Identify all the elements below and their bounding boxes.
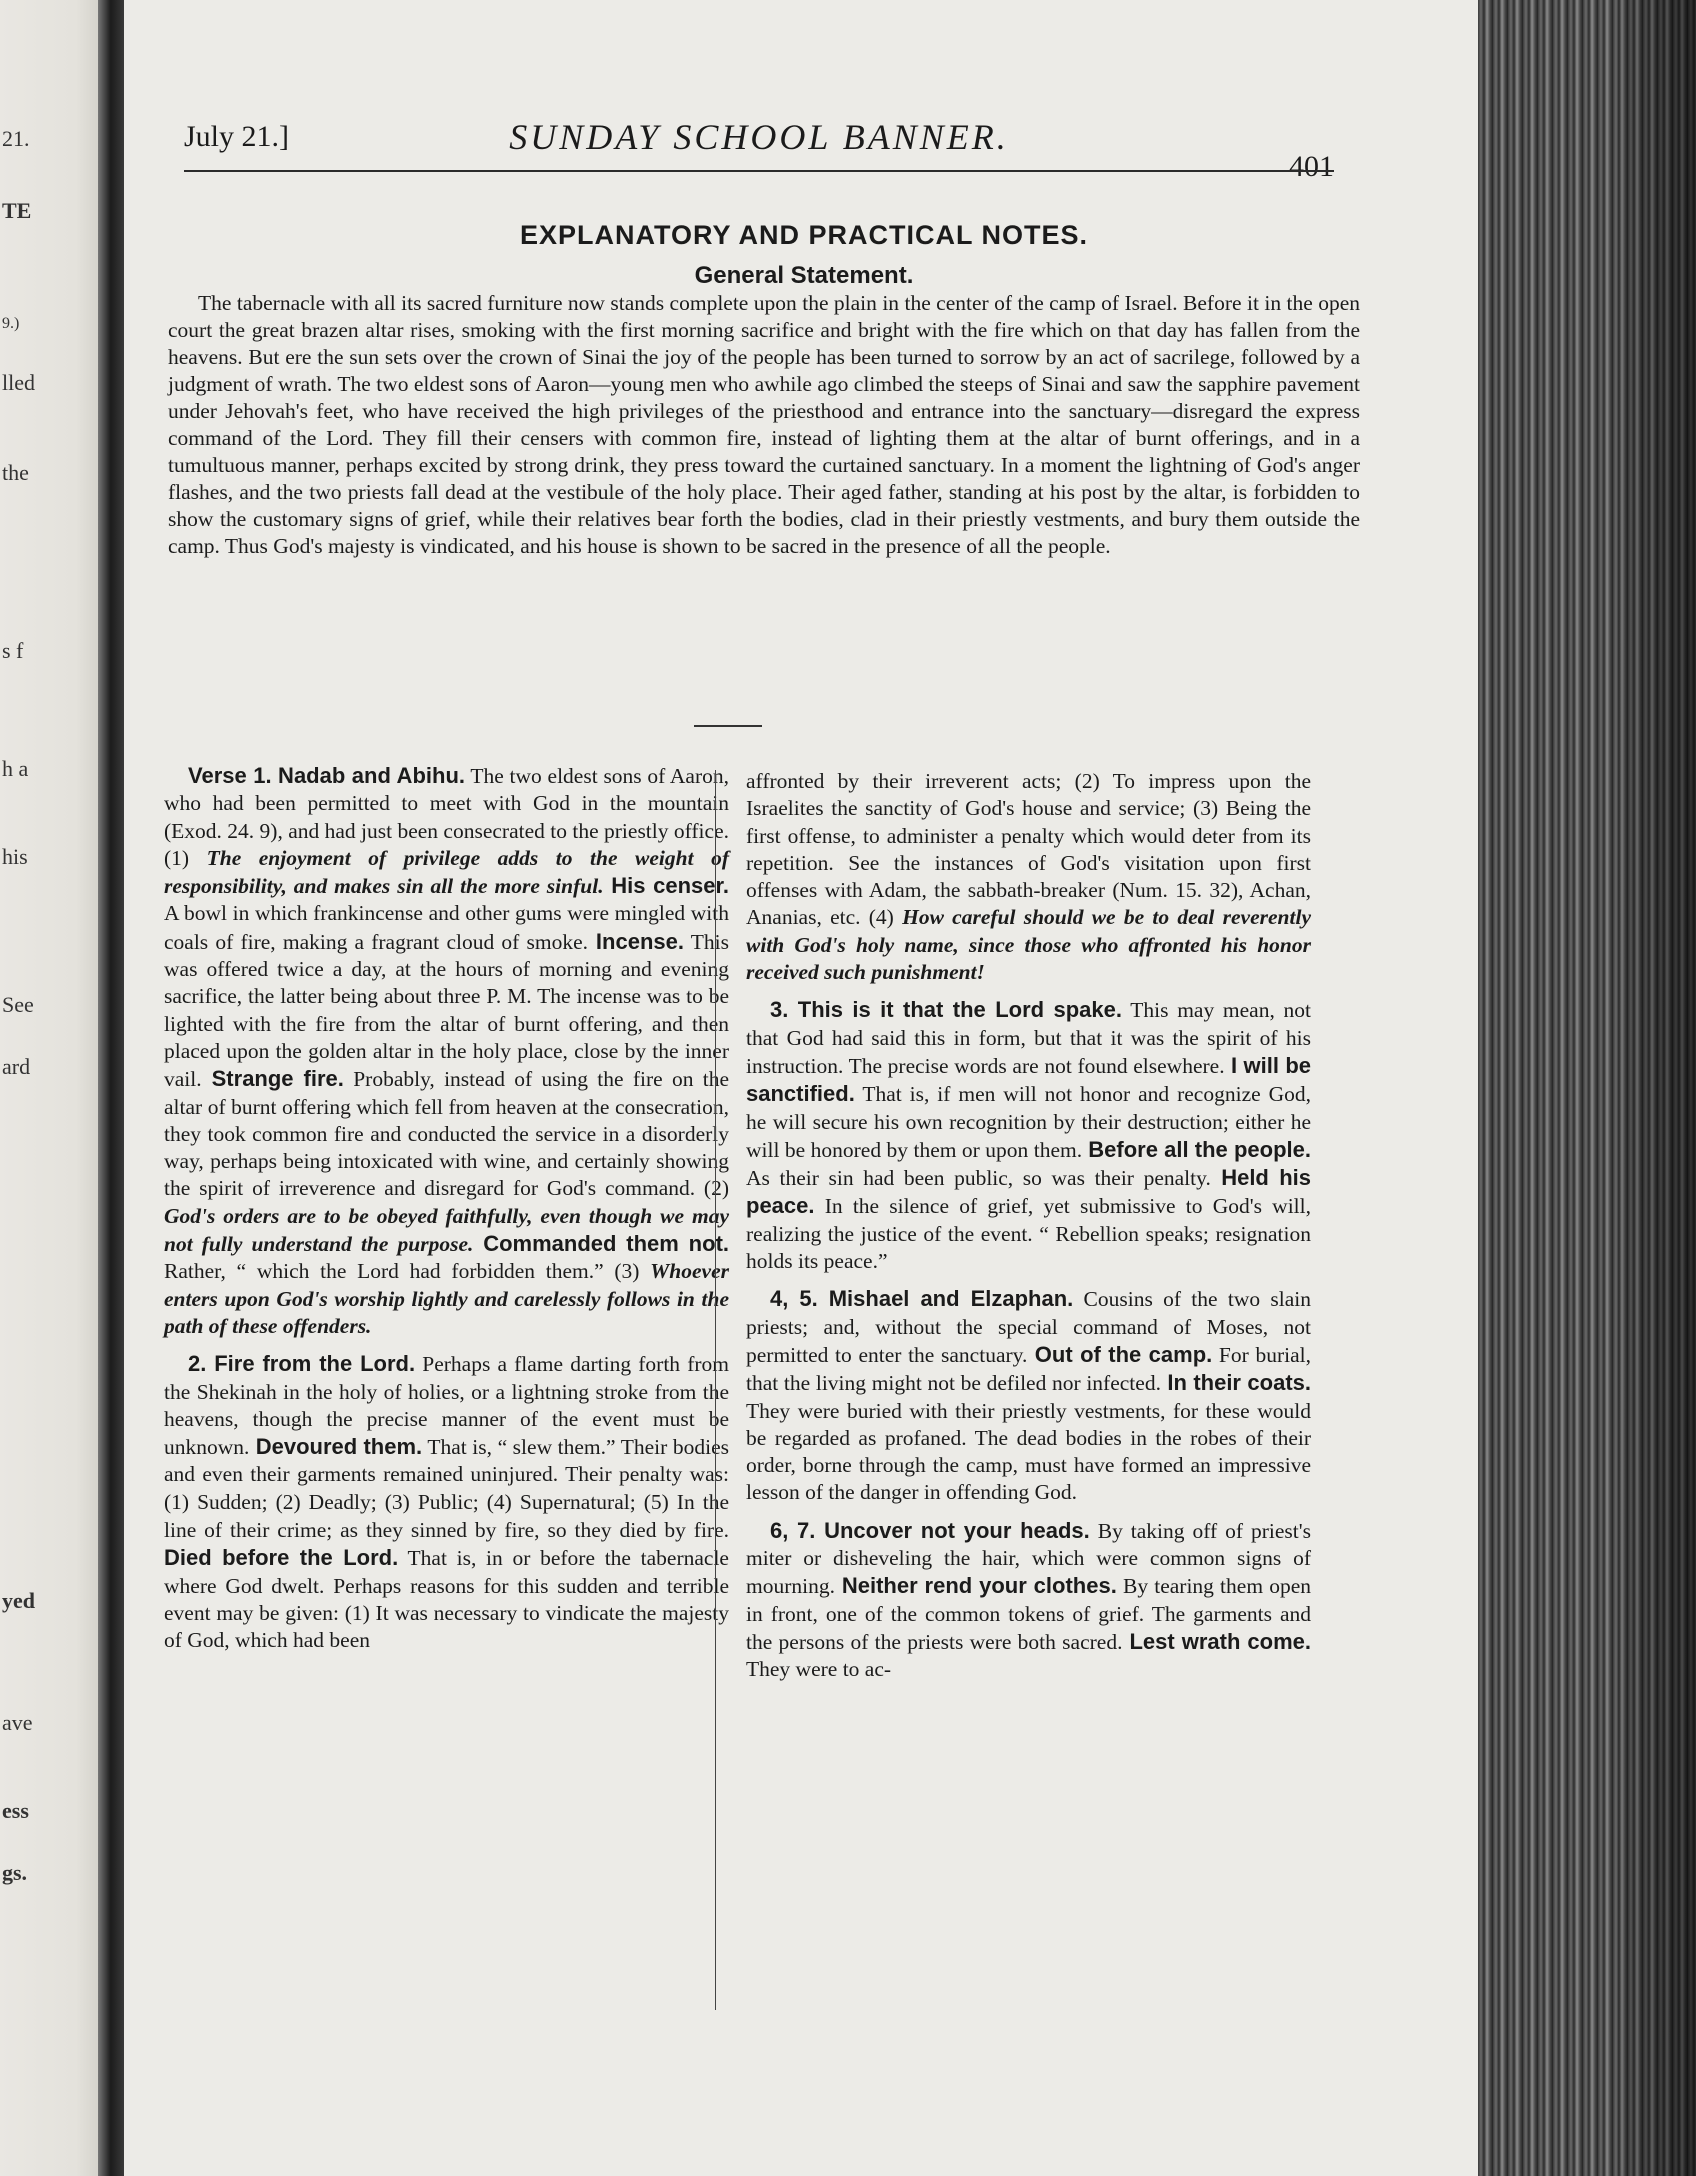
keyword: Incense.: [588, 928, 684, 954]
keyword: Before all the people.: [1082, 1136, 1311, 1162]
note-text: The two eldest sons of Aaron, who had been permitted to meet with God in the mountain (Exod. 24. 9), and had just been consecrated to the priestly office. (1): [164, 764, 730, 870]
general-statement: [168, 290, 1360, 560]
book-page: [124, 0, 1484, 2176]
lesson-text: God's orders are to be obeyed faithfully, even though we may not fully understand the purpose.: [164, 1203, 729, 1257]
keyword: Died before the Lord.: [164, 1545, 399, 1571]
verse-heading: 3. This is it that the Lord spake.: [770, 997, 1122, 1023]
verse-6-7-note: [746, 1517, 1311, 1684]
verse-heading: 6, 7. Uncover not your heads.: [770, 1517, 1090, 1543]
verse-heading: 2. Fire from the Lord.: [188, 1351, 416, 1377]
lesson-text: Whoever enters upon God's worship lightly and carelessly follows in the path of these offenders.: [164, 1259, 729, 1338]
note-text: They were to ac-: [746, 1657, 892, 1682]
note-text: As their sin had been public, so was their penalty.: [746, 1166, 1211, 1191]
verse-2-continued: [746, 768, 1311, 986]
note-text: That is, if men will not honor and recognize God, he will secure his own recognition by their destruction; either he will be honored by them or upon them.: [746, 1082, 1311, 1162]
left-page-text: his: [2, 844, 28, 869]
verse-1-note: [164, 762, 729, 1340]
note-text: For burial, that the living might not be defiled nor infected.: [746, 1342, 1311, 1396]
note-text: affronted by their irreverent acts; (2) To impress upon the Israelites the sanctity of God's house and service; (3) Being the first offense, to administer a penalty which would deter from its repetition. See the instances of God's visitation upon first offenses with Adam, the sabbath-breaker (Num. 15. 32), Achan, Ananias, etc. (4): [746, 769, 1311, 930]
section-heading: EXPLANATORY AND PRACTICAL NOTES.: [519, 220, 1089, 250]
lesson-text: How careful should we be to deal reverently with God's holy name, since those who affronted his honor received such punishment!: [746, 905, 1311, 985]
running-header: [184, 110, 1334, 183]
left-page-text: the: [2, 460, 29, 485]
verse-3-note: [746, 996, 1311, 1275]
verse-heading: 4, 5. Mishael and Elzaphan.: [770, 1286, 1074, 1312]
verse-4-5-note: [746, 1285, 1311, 1506]
section-divider: [694, 725, 762, 727]
note-text: That is, “ slew them.” Their bodies and even their garments remained uninjured. Their penalty was: (1) Sudden; (2) Deadly; (3) Public; (4) Supernatural; (5) In the line of their crime; as they sinned by fire, so they died by fire.: [164, 1435, 729, 1543]
note-text: Perhaps a flame darting forth from the Shekinah in the holy of holies, or a lightning stroke from the heavens, though the precise manner of the event must be unknown.: [164, 1352, 729, 1460]
book-page-edges: [1478, 0, 1696, 2176]
lesson-text: The enjoyment of privilege adds to the weight of responsibility, and makes sin all the more sinful.: [164, 845, 729, 899]
note-text: In the silence of grief, yet submissive to God's will, realizing the justice of the event. “ Rebellion speaks; resignation holds its peace.”: [746, 1194, 1311, 1274]
keyword: I will be sanctified.: [746, 1052, 1312, 1107]
general-statement-text: The tabernacle with all its sacred furniture now stands complete upon the plain in the center of the camp of Israel. Before it in the open court the great brazen altar rises, smoking with the first morning sacrifice and bright with the fire which on that day has fallen from the heavens. But ere the sun sets over the crown of Sinai the joy of the people has been turned to sorrow by an act of sacrilege, followed by a judgment of wrath. The two eldest sons of Aaron—young men who awhile ago climbed the steeps of Sinai and saw the sapphire pavement under Jehovah's feet, who have received the high privileges of the priesthood and entrance into the sanctuary—disregard the express command of the Lord. They fill their censers with common fire, instead of lighting them at the altar of burnt offerings, and in a tumultuous manner, perhaps excited by strong drink, they press toward the curtained sanctuary. In a moment the lightning of God's anger flashes, and the two priests fall dead at the vestibule of the holy place. Their aged father, standing at his post by the altar, is forbidden to show the customary signs of grief, while their relatives bear forth the bodies, clad in their priestly vestments, and bury them outside the camp. Thus God's majesty is vindicated, and his house is shown to be sacred in the presence of all the people.: [168, 291, 1360, 558]
page-number: 401: [1289, 150, 1334, 183]
publication-title: SUNDAY SCHOOL BANNER.: [509, 117, 1009, 157]
note-text: Rather, “ which the Lord had forbidden them.” (3): [164, 1259, 651, 1284]
note-text: Cousins of the two slain priests; and, without the special command of Moses, not permitted to enter the sanctuary.: [746, 1287, 1311, 1367]
left-page-fragment: [0, 0, 108, 2176]
note-text: This may mean, not that God had said this in form, but that it was the spirit of his instruction. The precise words are not found elsewhere.: [746, 998, 1311, 1078]
right-column: [746, 768, 1311, 1694]
keyword: Commanded them not.: [473, 1231, 730, 1257]
keyword: In their coats.: [1160, 1370, 1311, 1396]
verse-2-note: [164, 1350, 729, 1654]
issue-date: July 21.]: [184, 120, 289, 153]
keyword: Lest wrath come.: [1122, 1628, 1311, 1654]
note-text: By tearing them open in front, one of the common tokens of grief. The garments and the persons of the priests were both sacred.: [746, 1574, 1311, 1654]
left-column: [164, 762, 729, 1665]
section-subheading: General Statement.: [694, 262, 914, 289]
left-page-text: ave: [2, 1710, 33, 1735]
keyword: Out of the camp.: [1027, 1341, 1213, 1367]
left-page-text: yed: [2, 1588, 35, 1613]
note-text: Probably, instead of using the fire on the altar of burnt offering which fell from heaven at the consecration, they took common fire and conducted the service in a disorderly way, perhaps being intoxicated with wine, and certainly showing the spirit of irreverence and disregard for God's command. (2): [164, 1067, 730, 1201]
left-page-text: h a: [2, 756, 29, 781]
note-text: By taking off of priest's miter or disheveling the hair, which were common signs of mourning.: [746, 1518, 1311, 1599]
keyword: Held his peace.: [746, 1165, 1311, 1219]
note-text: A bowl in which frankincense and other gums were mingled with coals of fire, making a fragrant cloud of smoke.: [164, 901, 729, 954]
keyword: Strange fire.: [201, 1066, 344, 1092]
left-page-text: TE: [2, 198, 32, 223]
left-page-text: lled: [2, 370, 35, 395]
note-text: This was offered twice a day, at the hours of morning and evening sacrifice, the latter being about three P. M. The incense was to be lighted with the fire from the altar of burnt offering, and then placed upon the golden altar in the holy place, close by the inner vail.: [164, 929, 729, 1092]
left-page-text: See: [2, 992, 34, 1017]
left-page-text: 21.: [2, 126, 30, 151]
left-page-text: ard: [2, 1054, 31, 1079]
keyword: Neither rend your clothes.: [834, 1573, 1117, 1599]
note-text: That is, in or before the tabernacle where God dwelt. Perhaps reasons for this sudden and terrible event may be given: (1) It was necessary to vindicate the majesty of God, which had been: [164, 1546, 729, 1653]
header-rule: [184, 170, 1334, 172]
left-page-text: ess: [2, 1798, 29, 1823]
left-page-text: gs.: [2, 1860, 28, 1885]
note-text: They were buried with their priestly vestments, for these would be regarded as profaned. The dead bodies in the robes of their order, borne through the camp, must have formed an impressive lesson of the danger in offending God.: [746, 1398, 1311, 1505]
left-page-text: s f: [2, 638, 24, 663]
keyword: Devoured them.: [249, 1434, 423, 1460]
keyword: His censer.: [603, 873, 729, 899]
left-page-text: 9.): [2, 315, 20, 332]
book-gutter: [98, 0, 126, 2176]
column-rule: [715, 770, 716, 2010]
verse-heading: Verse 1. Nadab and Abihu.: [188, 763, 465, 788]
